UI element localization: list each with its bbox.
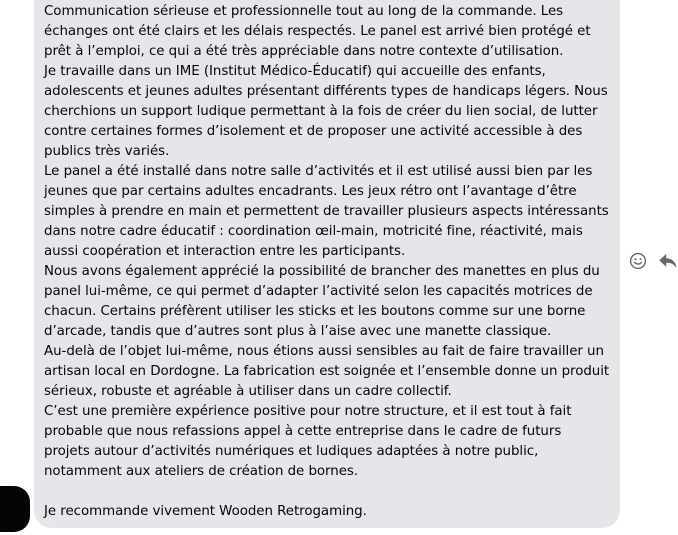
- reply-button[interactable]: [658, 251, 678, 271]
- message-paragraph: Le panel a été installé dans notre salle d’activités et il est utilisé aussi bien par les jeunes que par certains adultes encadrants. Les jeux rétro ont l’avantage d’être simples à prendre en main et permettent de travailler plusieurs aspects intéressants dans notre cadre éducatif : coordination œil-main, motricité fine, réactivité, mais aussi coopération et interaction entre les participants.: [44, 164, 609, 259]
- message-bubble: [34, 0, 620, 528]
- message-paragraph: C’est une première expérience positive pour notre structure, et il est tout à fait probable que nous refassions appel à cette entreprise dans le cadre de futurs projets autour d’activités numériques et ludiques adaptées à notre public, notamment aux ateliers de création de bornes.: [44, 404, 572, 479]
- message-signoff: Je recommande vivement Wooden Retrogaming.: [44, 504, 367, 519]
- paragraph-spacer: [44, 482, 610, 502]
- message-paragraph: Je travaille dans un IME (Institut Médico-Éducatif) qui accueille des enfants, adolescents et jeunes adultes présentant différents types de handicaps légers. Nous cherchions un support ludique permettant à la fois de créer du lien social, de lutter contre certaines formes d’isolement et de proposer une activité accessible à des publics très variés.: [44, 64, 608, 159]
- sender-avatar[interactable]: [0, 486, 30, 532]
- message-actions: [628, 251, 678, 271]
- message-paragraph: Communication sérieuse et professionnelle tout au long de la commande. Les échanges ont été clairs et les délais respectés. Le panel est arrivé bien protégé et prêt à l’emploi, ce qui a été très appréciable dans notre contexte d’utilisation.: [44, 4, 591, 59]
- message-paragraph: Au-delà de l’objet lui-même, nous étions aussi sensibles au fait de faire travailler un artisan local en Dordogne. La fabrication est soignée et l’ensemble donne un produit sérieux, robuste et agréable à utiliser dans un cadre collectif.: [44, 344, 610, 399]
- react-button[interactable]: [628, 251, 648, 271]
- smiley-icon: [629, 252, 647, 270]
- message-paragraph: Nous avons également apprécié la possibilité de brancher des manettes en plus du panel lui-même, ce qui permet d’adapter l’activité selon les capacités motrices de chacun. Certains préfèrent utiliser les sticks et les boutons comme sur une borne d’arcade, tandis que d’autres sont plus à l’aise avec une manette classique.: [44, 264, 600, 339]
- reply-arrow-icon: [658, 252, 678, 270]
